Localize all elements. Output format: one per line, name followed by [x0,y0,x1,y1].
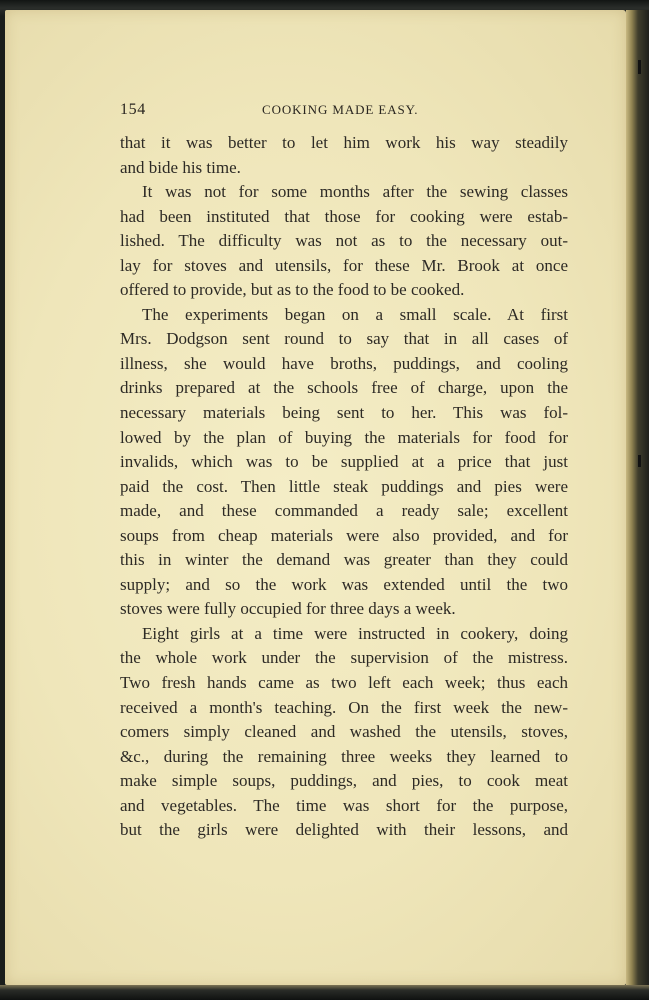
text-line: illness, she would have broths, puddings, and cooling [120,353,568,373]
text-line: this in winter the demand was greater than they could [120,550,568,570]
book-spine-edge [626,10,649,985]
text-line: necessary materials being sent to her. This was fol- [120,403,568,423]
spine-mark [638,60,641,74]
text-line: drinks prepared at the schools free of charge, upon the [120,378,568,398]
text-line: &c., during the remaining three weeks they learned to [120,746,568,766]
running-head [120,101,568,123]
text-line: stoves were fully occupied for three days a week. [120,599,456,619]
text-line: lay for stoves and utensils, for these Mr. Brook at once [120,255,568,275]
text-line: soups from cheap materials were also provided, and for [120,525,568,545]
text-line: The experiments began on a small scale. At first [142,304,568,324]
text-line: and bide his time. [120,157,241,177]
text-line: comers simply cleaned and washed the utensils, stoves, [120,722,568,742]
text-line: Mrs. Dodgson sent round to say that in all cases of [120,329,568,349]
text-line: and vegetables. The time was short for the purpose, [120,795,568,815]
text-line: received a month's teaching. On the first week the new- [120,697,568,717]
text-line: offered to provide, but as to the food to be cooked. [120,280,465,300]
body-text [120,131,568,843]
text-line: lished. The difficulty was not as to the necessary out- [120,231,568,251]
text-line: lowed by the plan of buying the materials for food for [120,427,568,447]
text-line: the whole work under the supervision of the mistress. [120,648,568,668]
text-line: that it was better to let him work his way steadily [120,133,568,152]
text-line: made, and these commanded a ready sale; excellent [120,501,568,521]
text-line: Eight girls at a time were instructed in cookery, doing [142,623,568,643]
text-line: make simple soups, puddings, and pies, to cook meat [120,771,568,791]
page-bottom-edge [0,985,649,1000]
text-line: paid the cost. Then little steak puddings and pies were [120,476,568,496]
text-line: It was not for some months after the sewing classes [142,182,568,202]
text-line: but the girls were delighted with their lessons, and [120,820,568,840]
text-line: invalids, which was to be supplied at a price that just [120,452,568,472]
running-title: COOKING MADE EASY. [262,102,419,117]
text-line: Two fresh hands came as two left each week; thus each [120,673,568,693]
text-line: had been instituted that those for cooking were estab- [120,206,568,226]
page-number: 154 [120,101,146,118]
text-line: supply; and so the work was extended until the two [120,574,568,594]
spine-mark [638,455,641,467]
